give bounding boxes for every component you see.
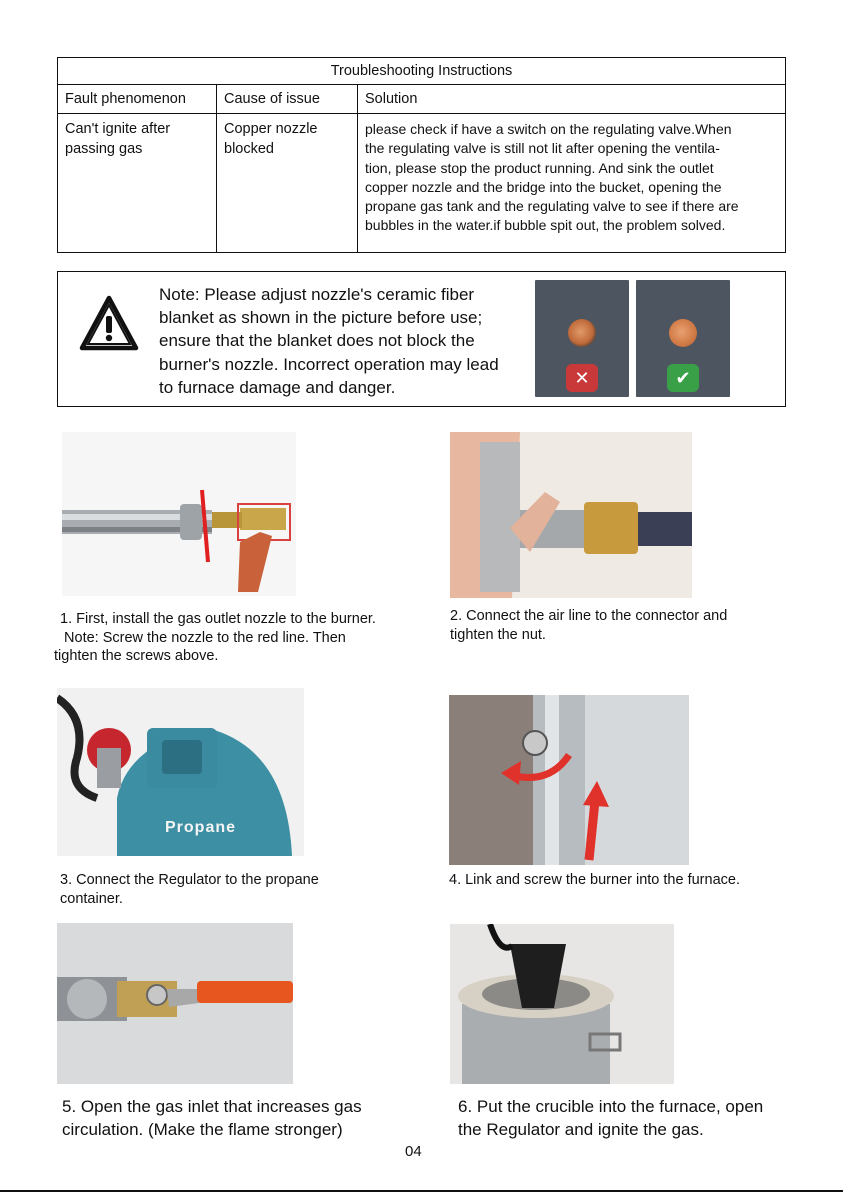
note-line: Note: Please adjust nozzle's ceramic fiber [159, 285, 475, 304]
note-line: ensure that the blanket does not block the [159, 331, 475, 351]
solution-line: bubbles in the water.if bubble spit out, the problem solved. [365, 217, 726, 234]
check-icon: ✔ [667, 364, 699, 392]
nozzle-disk [669, 319, 697, 347]
step6-caption [458, 1096, 763, 1141]
nozzle-disk [568, 319, 596, 347]
cross-icon: ✕ [566, 364, 598, 392]
step5-line: 5. Open the gas inlet that increases gas [62, 1097, 362, 1116]
step4-caption [449, 871, 740, 890]
fault-line: passing gas [65, 140, 143, 157]
note-line: to furnace damage and danger. [159, 377, 396, 397]
step2-caption [450, 607, 727, 644]
step4-line: 4. Link and screw the burner into the furnace. [449, 872, 740, 888]
cause-line: blocked [224, 140, 274, 157]
solution-line: propane gas tank and the regulating valve to see if there are [365, 198, 739, 215]
correct-nozzle-photo [636, 280, 730, 397]
step4-photo [449, 695, 689, 865]
step5-line: circulation. (Make the flame stronger) [62, 1119, 343, 1139]
solution-line: tion, please stop the product running. And sink the outlet [365, 159, 714, 176]
header-cause: Cause of issue [217, 85, 358, 114]
page-number: 04 [405, 1143, 422, 1160]
step6-line: 6. Put the crucible into the furnace, open [458, 1097, 764, 1116]
step2-photo [450, 432, 692, 598]
note-line: blanket as shown in the picture before use; [159, 308, 483, 328]
solution-line: the regulating valve is still not lit after opening the ventila- [365, 140, 720, 157]
table-title: Troubleshooting Instructions [58, 58, 786, 85]
warning-triangle-icon [79, 294, 139, 354]
step1-photo [62, 432, 296, 596]
cause-cell [217, 114, 358, 253]
step1-caption [54, 610, 376, 666]
solution-line: please check if have a switch on the regulating valve.When [365, 121, 732, 137]
step3-photo [57, 688, 304, 856]
step5-caption [62, 1096, 362, 1141]
step1-line: Note: Screw the nozzle to the red line. Then [60, 629, 346, 646]
incorrect-nozzle-photo [535, 280, 629, 397]
solution-cell [358, 114, 786, 253]
fault-line: Can't ignite after [65, 121, 171, 137]
step1-line: tighten the screws above. [54, 648, 219, 664]
step2-line: 2. Connect the air line to the connector and [450, 608, 728, 624]
note-line: burner's nozzle. Incorrect operation may lead [159, 354, 499, 374]
step3-caption [60, 871, 319, 908]
solution-line: copper nozzle and the bridge into the bucket, opening the [365, 178, 722, 195]
cause-line: Copper nozzle [224, 121, 318, 137]
step5-photo [57, 923, 293, 1084]
troubleshooting-table [57, 57, 786, 253]
table-row [58, 114, 786, 253]
step6-line: the Regulator and ignite the gas. [458, 1119, 704, 1139]
fault-cell [58, 114, 217, 253]
step3-line: 3. Connect the Regulator to the propane [60, 872, 319, 888]
propane-label: Propane [165, 819, 237, 836]
header-solution: Solution [358, 85, 786, 114]
step1-line: 1. First, install the gas outlet nozzle to the burner. [60, 611, 376, 627]
note-text [159, 283, 519, 399]
step3-line: container. [60, 890, 123, 907]
header-fault: Fault phenomenon [58, 85, 217, 114]
step2-line: tighten the nut. [450, 626, 546, 643]
step6-photo [450, 924, 674, 1084]
warning-note-box [57, 271, 786, 407]
